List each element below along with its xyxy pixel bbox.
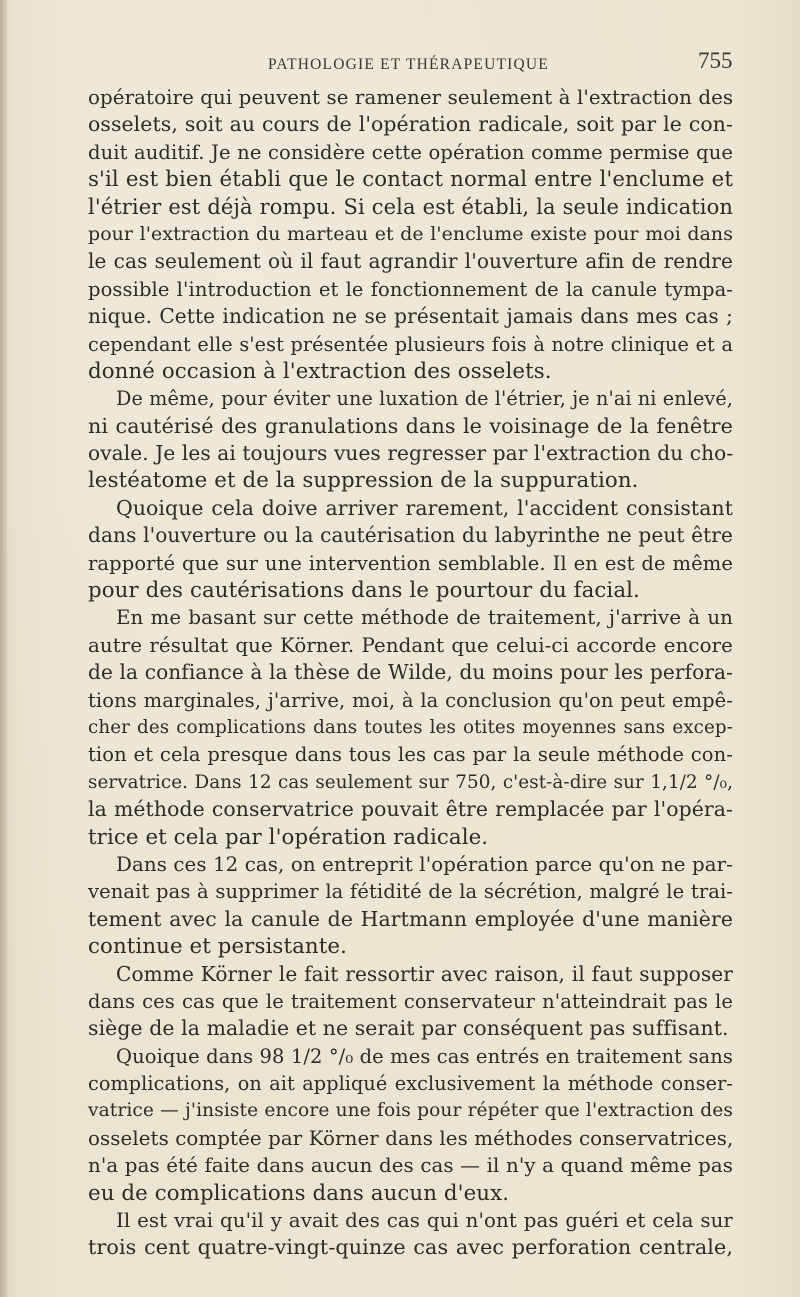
text-line: nique. Cette indication ne se présentait jamais dans mes cas ; <box>88 304 733 329</box>
text-line: duit auditif. Je ne considère cette opération comme permise que <box>88 140 733 164</box>
text-line: le cas seulement où il faut agrandir l'ouverture afin de rendre <box>88 249 733 274</box>
text-line: autre résultat que Körner. Pendant que celui-ci accorde encore <box>88 633 733 657</box>
text-line: vatrice — j'insiste encore une fois pour répéter que l'extraction des <box>88 1100 733 1122</box>
text-line: ovale. Je les ai toujours vues regresser par l'extraction du cho- <box>88 441 734 466</box>
running-title: PATHOLOGIE ET THÉRAPEUTIQUE <box>268 56 549 73</box>
text-line: Dans ces 12 cas, on entreprit l'opération parce qu'on ne par- <box>116 852 733 876</box>
text-line: Il est vrai qu'il y avait des cas qui n'ont pas guéri et cela sur <box>116 1209 733 1233</box>
page-number: 755 <box>698 48 733 73</box>
text-line: Quoique dans 98 1/2 °/₀ de mes cas entrés en traitement sans <box>116 1044 733 1068</box>
text-line: opératoire qui peuvent se ramener seulement à l'extraction des <box>88 86 734 109</box>
text-line: servatrice. Dans 12 cas seulement sur 750, c'est-à-dire sur 1,1/2 °/₀, <box>88 771 733 793</box>
text-line: continue et persistante. <box>88 934 347 960</box>
text-line: trois cent quatre-vingt-quinze cas avec perforation centrale, <box>88 1235 733 1260</box>
text-line: de la confiance à la thèse de Wilde, du moins pour les perfora- <box>88 660 733 685</box>
text-line: venait pas à supprimer la fétidité de la sécrétion, malgré le trai- <box>88 880 733 904</box>
text-line: tement avec la canule de Hartmann employée d'une manière <box>88 906 733 931</box>
body-text <box>88 84 733 1262</box>
text-line: ni cautérisé des granulations dans le voisinage de la fenêtre <box>88 413 733 438</box>
text-line: n'a pas été faite dans aucun des cas — il n'y a quand même pas <box>88 1154 733 1178</box>
text-line: cher des complications dans toutes les otites moyennes sans excep- <box>88 716 733 738</box>
text-line: possible l'introduction et le fonctionnement de la canule tympa- <box>88 277 733 301</box>
page-header <box>0 46 800 76</box>
text-line: rapporté que sur une intervention semblable. Il en est de même <box>88 551 733 575</box>
text-line: donné occasion à l'extraction des osselets. <box>88 358 552 384</box>
text-line: lestéatome et de la suppression de la suppuration. <box>88 468 639 494</box>
text-line: pour l'extraction du marteau et de l'enclume existe pour moi dans <box>88 222 733 245</box>
text-line: Quoique cela doive arriver rarement, l'accident consistant <box>116 495 733 520</box>
text-line: dans l'ouverture ou la cautérisation du labyrinthe ne peut être <box>88 523 733 548</box>
text-line: En me basant sur cette méthode de traitement, j'arrive à un <box>116 606 733 630</box>
text-line: l'étrier est déjà rompu. Si cela est établi, la seule indication <box>88 194 733 219</box>
text-line: trice et cela par l'opération radicale. <box>88 824 489 850</box>
text-line: cependant elle s'est présentée plusieurs fois à notre clinique et a <box>88 332 733 356</box>
text-line: la méthode conservatrice pouvait être remplacée par l'opéra- <box>88 797 733 822</box>
text-line: osselets comptée par Körner dans les méthodes conservatrices, <box>88 1126 734 1150</box>
text-line: Comme Körner le fait ressortir avec raison, il faut supposer <box>116 961 733 986</box>
text-line: tion et cela presque dans tous les cas par la seule méthode con- <box>88 743 733 767</box>
text-line: tions marginales, j'arrive, moi, à la conclusion qu'on peut empê- <box>88 688 733 712</box>
text-line: De même, pour éviter une luxation de l'étrier, je n'ai ni enlevé, <box>116 387 733 411</box>
text-line: dans ces cas que le traitement conservateur n'atteindrait pas le <box>88 989 733 1013</box>
page-binding-edge <box>0 0 7 1297</box>
text-line: siège de la maladie et ne serait par conséquent pas suffisant. <box>88 1016 729 1041</box>
text-line: pour des cautérisations dans le pourtour du facial. <box>88 578 640 604</box>
text-line: s'il est bien établi que le contact normal entre l'enclume et <box>88 167 733 193</box>
text-line: eu de complications dans aucun d'eux. <box>88 1180 510 1206</box>
text-line: osselets, soit au cours de l'opération radicale, soit par le con- <box>88 112 733 137</box>
text-line: complications, on ait appliqué exclusivement la méthode conser- <box>88 1072 733 1096</box>
